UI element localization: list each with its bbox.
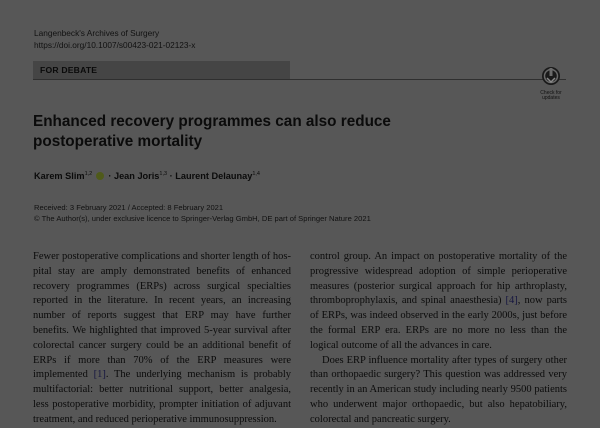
author-name[interactable]: Karem Slim — [34, 171, 85, 181]
author-name[interactable]: Laurent Delaunay — [175, 171, 253, 181]
doi-link[interactable]: https://doi.org/10.1007/s00423-021-02123-x — [34, 40, 196, 50]
body-paragraph — [310, 250, 567, 354]
author-separator: · — [167, 171, 176, 181]
section-label: FOR DEBATE — [40, 65, 98, 75]
citation-link[interactable]: [1] — [93, 369, 106, 381]
header-rule — [33, 79, 566, 80]
check-for-updates-badge[interactable] — [535, 64, 567, 101]
check-updates-text-line1: Check for — [540, 90, 562, 96]
check-updates-text-line2: updates — [542, 95, 560, 101]
title-line-2: postoperative mortality — [33, 133, 203, 150]
section-banner — [33, 61, 290, 79]
copyright-line: © The Author(s), under exclusive licence to Springer-Verlag GmbH, DE part of Springer Nature 2021 — [34, 213, 371, 223]
check-updates-icon — [541, 66, 561, 86]
journal-name: Langenbeck's Archives of Surgery — [34, 28, 160, 38]
paragraph-text: . The underlying mechanism is probably multifactorial: better nutritional support, better analgesia, less postoperative morbidity, prompter initiation of adjuvant treatment, and reduced perioperative immunosuppression. — [33, 369, 291, 425]
journal-header — [34, 27, 195, 51]
orcid-icon[interactable] — [96, 172, 104, 180]
body-paragraph: Does ERP influence mortality after types of surgery other than orthopaedic surgery? This question was addressed very recently in an American study including nearly 9500 patients who underwent major orthopaedic, but also hepatobiliary, colorectal and pancreatic surgery. — [310, 354, 567, 425]
article-dates — [34, 203, 371, 224]
paragraph-text: control group. An impact on postoperative mortality of the progressive widespread adoption of simple perioperative measures (posterior surgical approach for hip arthroplasty, thromboprophylaxis, and spinal anaesthesia) — [310, 251, 567, 307]
paragraph-text: Fewer postoperative complications and shorter length of hospital stay are amply demonstrated benefits of enhanced recovery programmes (ERPs) across surgical specialties reported in the literature. In recent years, an increasing number of reports suggest that ERP may have further benefits. We highlighted that improved 5-year survival after colorectal cancer surgery could be an additional benefit of ERPs if more than 70% of the ERP measures were implemented — [33, 251, 291, 381]
body-paragraph — [33, 250, 291, 428]
author-list — [34, 171, 260, 181]
received-accepted-line: Received: 3 February 2021 / Accepted: 8 February 2021 — [34, 203, 224, 212]
title-line-1: Enhanced recovery programmes can also reduce — [33, 113, 391, 130]
author-separator: · — [105, 171, 114, 181]
author-affiliation[interactable]: 1,2 — [84, 171, 93, 177]
citation-link[interactable]: [4] — [505, 295, 518, 307]
author-name[interactable]: Jean Joris — [113, 171, 160, 181]
body-column-left — [33, 250, 291, 428]
body-column-right — [310, 250, 567, 428]
paragraph-text: , now parts of ERPs, was indeed observed in the early 2000s, just before the formal ERP era. ERPs are no more no less than the logical outcome of all the advances in care. — [310, 295, 567, 351]
author-affiliation[interactable]: 1,4 — [252, 171, 260, 177]
author-affiliation[interactable]: 1,3 — [159, 171, 168, 177]
article-title — [33, 112, 453, 152]
